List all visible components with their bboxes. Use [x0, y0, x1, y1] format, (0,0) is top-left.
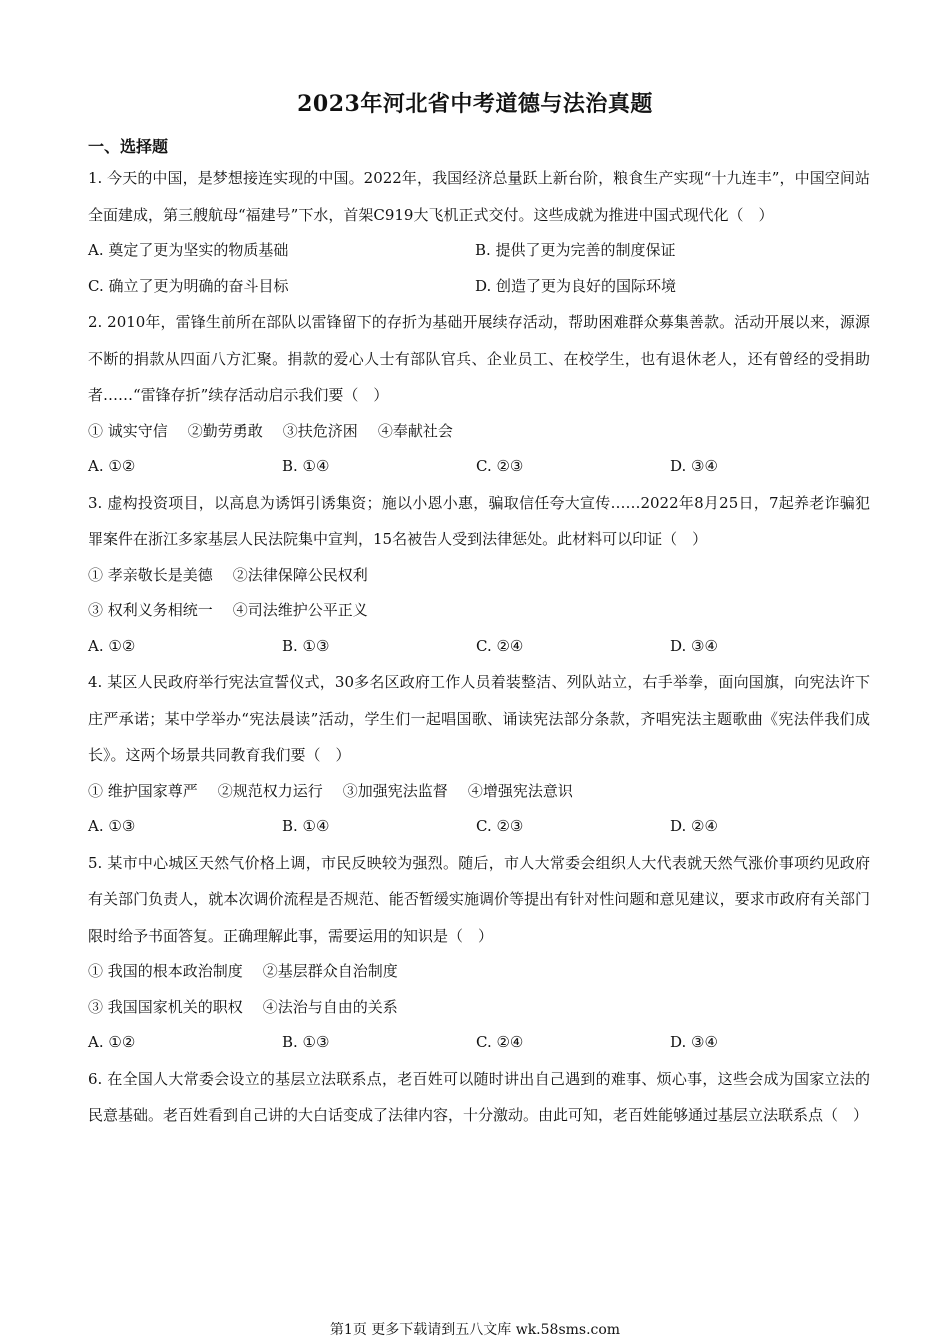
statement-3: ③ 我国国家机关的职权 [88, 997, 243, 1016]
question-1 [88, 160, 870, 304]
option-c: C. ②③ [476, 817, 524, 835]
question-2 [88, 304, 870, 485]
option-c: C. 确立了更为明确的奋斗目标 [88, 276, 289, 295]
option-b: B. ①③ [282, 636, 330, 655]
statement-2: ②勤劳勇敢 [187, 421, 263, 440]
question-stem: 4. 某区人民政府举行宪法宣誓仪式，30多名区政府工作人员着装整洁、列队站立，右手举拳，面向国旗，向宪法许下庄严承诺；某中学举办“宪法晨读”活动，学生们一起唱国歌、诵读宪法部分条款，齐唱宪法主题歌曲《宪法伴我们成长》。这两个场景共同教育我们要（ ） [88, 673, 870, 764]
option-a: A. ①② [88, 636, 136, 655]
statement-row [88, 593, 870, 629]
statement-2: ②法律保障公民权利 [232, 565, 368, 584]
statement-row [88, 990, 870, 1026]
question-3 [88, 485, 870, 665]
document-title: 2023年河北省中考道德与法治真题 [297, 91, 653, 117]
option-d: D. ③④ [670, 636, 718, 655]
option-row [88, 233, 870, 269]
question-stem: 6. 在全国人大常委会设立的基层立法联系点，老百姓可以随时讲出自己遇到的难事、烦心事，这些会成为国家立法的民意基础。老百姓看到自己讲的大白话变成了法律内容，十分激动。由此可知，老百姓能够通过基层立法联系点（ ） [88, 1069, 870, 1124]
question-stem: 2. 2010年，雷锋生前所在部队以雷锋留下的存折为基础开展续存活动，帮助困难群众募集善款。活动开展以来，源源不断的捐款从四面八方汇聚。捐款的爱心人士有部队官兵、企业员工、在校学生，也有退休老人，还有曾经的受捐助者……“雷锋存折”续存活动启示我们要（ ） [88, 313, 870, 404]
statement-row [88, 414, 870, 450]
statement-2: ②基层群众自治制度 [262, 962, 398, 980]
statement-1: ① 维护国家尊严 [88, 781, 198, 800]
statement-3: ③加强宪法监督 [342, 781, 448, 800]
statement-3: ③扶危济困 [282, 421, 358, 440]
option-d: D. ②④ [670, 817, 718, 835]
question-6 [88, 1061, 870, 1134]
option-d: D. 创造了更为良好的国际环境 [475, 276, 677, 295]
option-a: A. 奠定了更为坚实的物质基础 [88, 241, 289, 259]
statement-2: ②规范权力运行 [217, 781, 323, 800]
statement-row [88, 558, 870, 594]
option-row [88, 809, 870, 845]
statement-4: ④奉献社会 [377, 421, 453, 440]
statement-1: ① 诚实守信 [88, 421, 168, 440]
statement-4: ④法治与自由的关系 [262, 997, 398, 1016]
option-c: C. ②④ [476, 1033, 524, 1051]
option-d: D. ③④ [670, 1033, 718, 1051]
option-row [88, 629, 870, 665]
option-row [88, 449, 870, 485]
option-row [88, 1025, 870, 1061]
option-b: B. ①④ [282, 817, 330, 835]
question-list [88, 160, 870, 1134]
question-stem: 3. 虚构投资项目，以高息为诱饵引诱集资；施以小恩小惠，骗取信任夸大宣传……2022年8月25日，7起养老诈骗犯罪案件在浙江多家基层人民法院集中宣判，15名被告人受到法律惩处。此材料可以印证（ ） [88, 493, 870, 548]
statement-4: ④司法维护公平正义 [232, 601, 368, 619]
option-b: B. 提供了更为完善的制度保证 [475, 241, 676, 259]
statement-4: ④增强宪法意识 [467, 781, 573, 800]
question-5 [88, 845, 870, 1061]
statement-1: ① 我国的根本政治制度 [88, 962, 243, 980]
option-c: C. ②④ [476, 636, 524, 655]
statement-row [88, 774, 870, 810]
option-c: C. ②③ [476, 457, 524, 475]
option-row [88, 269, 870, 305]
question-stem: 1. 今天的中国，是梦想接连实现的中国。2022年，我国经济总量跃上新台阶，粮食生产实现“十九连丰”，中国空间站全面建成，第三艘航母“福建号”下水，首架C919大飞机正式交付。这些成就为推进中国式现代化（ ） [88, 169, 870, 224]
option-a: A. ①② [88, 457, 136, 475]
option-a: A. ①③ [88, 817, 136, 835]
statement-1: ① 孝亲敬长是美德 [88, 565, 213, 584]
question-4 [88, 664, 870, 845]
section-heading: 一、选择题 [88, 137, 169, 156]
question-stem: 5. 某市中心城区天然气价格上调，市民反映较为强烈。随后，市人大常委会组织人大代表就天然气涨价事项约见政府有关部门负责人，就本次调价流程是否规范、能否暂缓实施调价等提出有针对性问题和意见建议，要求市政府有关部门限时给予书面答复。正确理解此事，需要运用的知识是（ ） [88, 853, 870, 945]
option-b: B. ①③ [282, 1033, 330, 1051]
page-footer: 第1页 更多下载请到五八文库 wk.58sms.com [329, 1322, 621, 1338]
option-d: D. ③④ [670, 457, 718, 475]
option-b: B. ①④ [282, 457, 330, 475]
option-a: A. ①② [88, 1033, 136, 1051]
statement-3: ③ 权利义务相统一 [88, 601, 213, 619]
statement-row [88, 954, 870, 990]
